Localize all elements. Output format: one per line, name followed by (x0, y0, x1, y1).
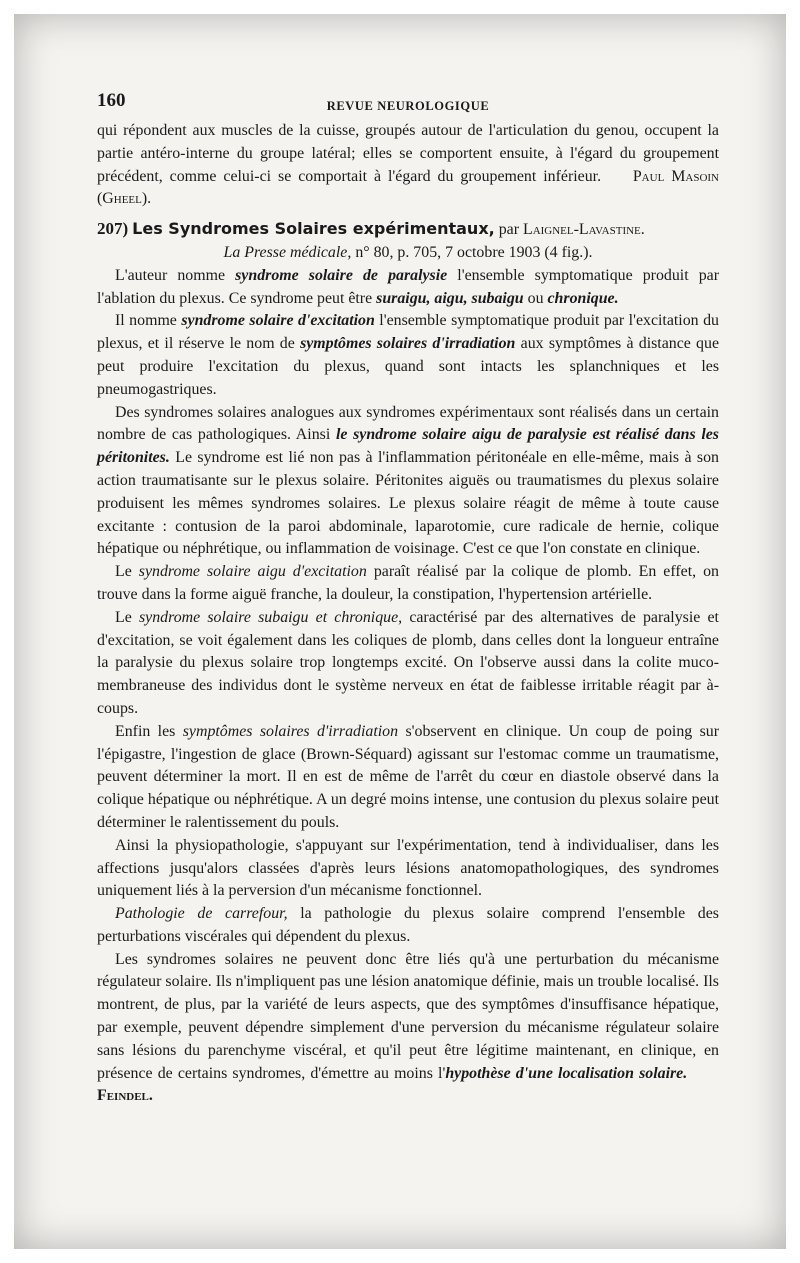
p8-text-a: la pathologie du plexus solaire comprend l'ensemble des perturbations viscérales qui dépendent du plexus. (97, 905, 719, 945)
p1-text-b: l'ensemble symptomatique produit par l'ablation du plexus. Ce syndrome peut être (97, 266, 719, 307)
paragraph-1 (97, 265, 719, 311)
p2-text-c: aux symptômes à distance que peut produire l'excitation du plexus, quand sont intacts les splanchniques et les pneumogastriques. (97, 335, 720, 398)
p2-text-a: Il nomme (115, 312, 177, 330)
p9-text-a: Les syndromes solaires ne peuvent donc être liés qu'à une perturbation du mécanisme régulateur solaire. Ils n'impliquent pas une lésion anatomique définie, mais un trouble localisé. Ils montrent, de plus, par la variété de leurs aspects, que des symptômes d'insuffisance hépatique, par exemple, peuvent dépendre simplement d'une perversion du mécanisme régulateur solaire sans lésions du parenchyme viscéral, et qu'il peut être légitime maintenant, en clinique, en présence de certains syndromes, d'émettre au moins l' (97, 950, 719, 1082)
p4-text-a: Le (115, 563, 132, 581)
paragraph-6 (97, 721, 719, 835)
document-page (97, 90, 719, 1108)
paragraph-4 (97, 561, 719, 607)
p3-term-a: le syndrome solaire aigu de paralysie est réalisé dans les péritonites. (97, 426, 719, 467)
p2-term-b: symptômes solaires d'irradiation (300, 335, 516, 353)
intro-paragraph (97, 120, 719, 211)
article-title: Les Syndromes Solaires expérimentaux, (132, 219, 495, 239)
paragraph-2 (97, 310, 719, 401)
article-source (97, 242, 719, 265)
article-heading (97, 218, 719, 242)
article-author: Laignel-Lavastine. (522, 221, 645, 239)
p1-term-c: chronique. (547, 289, 619, 307)
running-title: REVUE NEUROLOGIQUE (326, 99, 490, 113)
p3-text-b: Le syndrome est lié non pas à l'inflammation péritonéale en elle-même, mais à son action traumatisante sur le plexus solaire. Péritonites aiguës ou traumatismes du plexus solaire produisent les mêmes syndromes solaires. Le plexus solaire réagit de même à toute cause excitante : contusion de la paroi abdominale, laparotomie, cure radicale de hernie, colique hépatique ou néphrétique, ou inflammation de voisinage. C'est ce que l'on constate en clinique. (97, 449, 719, 558)
p1-text-a: L'auteur nomme (115, 266, 226, 284)
p4-term-a: syndrome solaire aigu d'excitation (138, 563, 367, 581)
page-number: 160 (97, 90, 126, 111)
p6-text-b: s'observent en clinique. Un coup de poing sur l'épigastre, l'ingestion de glace (Brown-Séquard) agissant sur l'estomac comme un traumatisme, peuvent déterminer la mort. Il en est de même de l'arrêt du cœur en diastole observé dans la colique hépatique ou néphrétique. A un degré moins intense, une contusion du plexus solaire peut déterminer le ralentissement du pouls. (97, 722, 720, 831)
paragraph-7 (97, 835, 719, 903)
paragraph-9 (97, 949, 719, 1109)
paragraph-5 (97, 607, 719, 721)
p1-term-b: suraigu, aigu, subaigu (376, 289, 524, 307)
p1-text-c: ou (527, 289, 544, 307)
page-header (97, 90, 719, 120)
intro-text: qui répondent aux muscles de la cuisse, groupés autour de l'articulation du genou, occupent la partie antéro-interne du groupe latéral; elles se comportent ensuite, à l'égard du groupement précédent, comme celui-ci se comportait à l'égard du groupement inférieur. (97, 122, 719, 185)
p8-term-a: Pathologie de carrefour, (115, 905, 288, 923)
intro-signature: Paul Masoin (Gheel). (97, 167, 719, 208)
article-signature: Feindel. (97, 1087, 153, 1105)
article-number: 207) (97, 219, 129, 239)
p1-term-a: syndrome solaire de paralysie (235, 266, 448, 284)
p5-text-a: Le (115, 608, 132, 626)
journal-name: La Presse médicale, (223, 243, 352, 261)
p2-text-b: l'ensemble symptomatique produit par l'excitation du plexus, et il réserve le nom de (97, 312, 719, 353)
p5-term-a: syndrome solaire subaigu et chronique, (138, 608, 403, 626)
p6-term-a: symptômes solaires d'irradiation (182, 722, 399, 740)
p6-text-a: Enfin les (115, 722, 176, 740)
paragraph-3 (97, 402, 719, 562)
paragraph-8 (97, 903, 719, 949)
p3-text-a: Des syndromes solaires analogues aux syndromes expérimentaux sont réalisés dans un certain nombre de cas pathologiques. Ainsi (97, 403, 719, 444)
p4-text-b: paraît réalisé par la colique de plomb. En effet, on trouve dans la forme aiguë franche, la douleur, la constipation, l'hypertension artérielle. (97, 563, 719, 603)
p9-term-a: hypothèse d'une localisation solaire. (445, 1064, 688, 1082)
p7-text-a: Ainsi la physiopathologie, s'appuyant sur l'expérimentation, tend à individualiser, dans les affections jusqu'alors classées d'après leurs lésions anatomopathologiques, des syndromes uniquement liés à la perversion d'un mécanisme fonctionnel. (97, 836, 719, 900)
journal-citation: n° 80, p. 705, 7 octobre 1903 (4 fig.). (355, 243, 593, 261)
p2-term-a: syndrome solaire d'excitation (181, 312, 375, 330)
p5-text-b: caractérisé par des alternatives de paralysie et d'excitation, se voit également dans les coliques de plomb, dans celles dont la longueur entraîne la paralysie du plexus solaire trop longtemps excité. On l'observe aussi dans la colite muco-membraneuse des individus dont le système nerveux en état de faiblesse irritable réagit par à-coups. (97, 608, 719, 717)
article-by: par (498, 221, 519, 239)
